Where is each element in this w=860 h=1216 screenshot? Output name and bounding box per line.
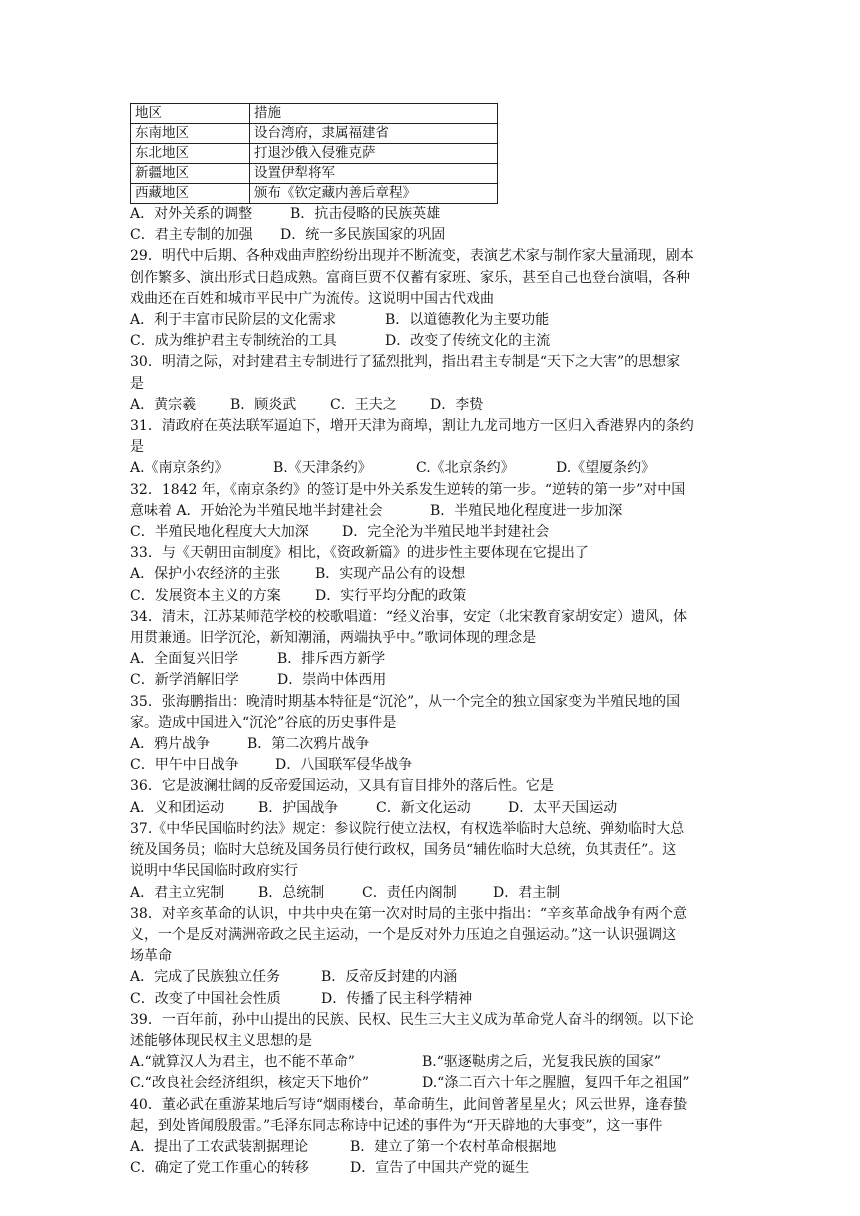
q34-options-row-2	[130, 670, 740, 691]
q39-options-row-1	[130, 1052, 740, 1073]
option: C.“改良社会经济组织，核定天下地价”	[130, 1075, 369, 1092]
option: B．顾炎武	[230, 396, 297, 413]
option: D．李贽	[430, 396, 484, 413]
option: D．完全沦为半殖民地半封建社会	[342, 524, 550, 541]
question-stem: 35．张海鹏指出：晚清时期基本特征是“沉沦”，从一个完全的独立国家变为半殖民地的国	[130, 693, 681, 710]
option: C．发展资本主义的方案	[130, 587, 281, 604]
option: B．建立了第一个农村革命根据地	[350, 1138, 557, 1155]
option: C．成为维护君主专制统治的工具	[130, 333, 337, 350]
option: C．改变了中国社会性质	[130, 990, 281, 1007]
table-header-row	[131, 104, 498, 124]
option: D．改变了传统文化的主流	[385, 333, 551, 350]
question-stem: 34．清末，江苏某师范学校的校歌唱道：“经义治事，安定（北宋教育家胡安定）遗风，体	[130, 608, 687, 625]
option: A．全面复兴旧学	[130, 651, 239, 668]
question-stem: 38．对辛亥革命的认识，中共中央在第一次对时局的主张中指出：“辛亥革命战争有两个意	[130, 905, 687, 922]
option: D.“涤二百六十年之腥膻，复四千年之祖国”	[422, 1075, 690, 1092]
exam-page	[130, 103, 740, 1179]
question-stem: 39．一百年前，孙中山提出的民族、民权、民生三大主义成为革命党人奋斗的纲领。以下论	[130, 1011, 694, 1028]
option: C.《北京条约》	[416, 460, 515, 477]
question-stem: 说明中华民国临时政府实行	[130, 863, 298, 880]
question-stem: 32．1842 年，《南京条约》的签订是中外关系发生逆转的第一步。“逆转的第一步”对中国	[130, 481, 686, 498]
option: D．实行平均分配的政策	[315, 587, 467, 604]
q39-options-row-2	[130, 1073, 740, 1094]
option: B.“驱逐鞑虏之后，光复我民族的国家”	[422, 1054, 662, 1071]
option: B．半殖民地化程度进一步加深	[430, 502, 623, 519]
table-row	[131, 184, 498, 204]
q33-options-row-2	[130, 586, 740, 607]
option: A．提出了工农武装割据理论	[130, 1138, 309, 1155]
option: A．鸦片战争	[130, 736, 211, 753]
question-stem: 创作繁多、演出形式日趋成熟。富商巨贾不仅蓄有家班、家乐，甚至自己也登台演唱，各种	[130, 269, 690, 286]
table-cell: 设置伊犁将军	[250, 164, 498, 184]
table-cell: 东北地区	[131, 144, 250, 164]
question-stem: 37.《中华民国临时约法》规定：参议院行使立法权，有权选举临时大总统、弹劾临时大总	[130, 820, 685, 837]
option: D．君主制	[493, 884, 561, 901]
question-stem: 意味着 A．开始沦为半殖民地半封建社会	[130, 502, 383, 519]
option: D．八国联军侵华战争	[275, 757, 413, 774]
table-row	[131, 124, 498, 144]
q37-options	[130, 883, 740, 904]
q29-options-row-2	[130, 331, 740, 352]
table-header-cell: 措施	[250, 104, 498, 124]
option: C．王夫之	[330, 396, 397, 413]
question-stem: 述能够体现民权主义思想的是	[130, 1032, 312, 1049]
option: B．排斥西方新学	[277, 651, 386, 668]
option: D．统一多民族国家的巩固	[280, 227, 446, 244]
q28-options-row-1	[130, 204, 740, 225]
option: A．义和团运动	[130, 799, 225, 816]
q33-options-row-1	[130, 564, 740, 585]
question-stem: 场革命	[130, 948, 172, 965]
question-stem: 用贯兼通。旧学沉沦，新知潮涌，两端执乎中。”歌词体现的理念是	[130, 630, 537, 647]
question-stem: 戏曲还在百姓和城市平民中广为流传。这说明中国古代戏曲	[130, 290, 494, 307]
option: A．黄宗羲	[130, 396, 197, 413]
q38-options-row-1	[130, 967, 740, 988]
option: D．崇尚中体西用	[277, 672, 387, 689]
table-cell: 设台湾府，隶属福建省	[250, 124, 498, 144]
option: D．宣告了中国共产党的诞生	[350, 1160, 530, 1177]
option: D.《望厦条约》	[556, 460, 656, 477]
table-cell: 东南地区	[131, 124, 250, 144]
option: C．责任内阁制	[362, 884, 457, 901]
option: D．太平天国运动	[508, 799, 618, 816]
q38-options-row-2	[130, 989, 740, 1010]
option: B．护国战争	[258, 799, 339, 816]
q36-options	[130, 798, 740, 819]
q40-options-row-2	[130, 1158, 740, 1179]
q35-options-row-2	[130, 755, 740, 776]
q28-options-row-2	[130, 225, 740, 246]
table-header-cell: 地区	[131, 104, 250, 124]
question-stem: 统及国务员；临时大总统及国务员行使行政权，国务员“辅佐临时大总统，负其责任”。这	[130, 842, 677, 859]
option: A.《南京条约》	[130, 460, 229, 477]
question-stem: 40．董必武在重游某地后写诗“烟雨楼台，革命萌生，此间曾著星星火；风云世界，逢春蛰	[130, 1096, 687, 1113]
option: B．第二次鸦片战争	[247, 736, 370, 753]
option: B.《天津条约》	[273, 460, 372, 477]
option: C．君主专制的加强	[130, 227, 253, 244]
option: A.“就算汉人为君主，也不能不革命”	[130, 1054, 355, 1071]
option: C．半殖民地化程度大大加深	[130, 524, 309, 541]
table-cell: 颁布《钦定藏内善后章程》	[250, 184, 498, 204]
question-stem: 义，一个是反对满洲帝政之民主运动，一个是反对外力压迫之自强运动。”这一认识强调这	[130, 926, 677, 943]
q30-options	[130, 395, 740, 416]
option: B．以道德教化为主要功能	[385, 312, 550, 329]
q35-options-row-1	[130, 734, 740, 755]
q34-options-row-1	[130, 649, 740, 670]
question-stem: 33．与《天朝田亩制度》相比，《资政新篇》的进步性主要体现在它提出了	[130, 545, 589, 562]
option: D．传播了民主科学精神	[321, 990, 473, 1007]
table-cell: 打退沙俄入侵雅克萨	[250, 144, 498, 164]
option: C．甲午中日战争	[130, 757, 239, 774]
option: C．新文化运动	[376, 799, 471, 816]
option: A．对外关系的调整	[130, 206, 253, 222]
table-row	[131, 164, 498, 184]
question-stem: 31．清政府在英法联军逼迫下，增开天津为商埠，割让九龙司地方一区归入香港界内的条约	[130, 418, 694, 435]
q40-options-row-1	[130, 1137, 740, 1158]
option: B．实现产品公有的设想	[315, 566, 466, 583]
question-stem: 是	[130, 375, 144, 392]
option: A．君主立宪制	[130, 884, 225, 901]
q32-options	[130, 522, 740, 543]
table-cell: 新疆地区	[131, 164, 250, 184]
option: C．确定了党工作重心的转移	[130, 1160, 309, 1177]
table-cell: 西藏地区	[131, 184, 250, 204]
option: B．抗击侵略的民族英雄	[290, 206, 441, 222]
q31-options	[130, 458, 740, 479]
measures-table	[130, 103, 498, 204]
option: B．总统制	[258, 884, 325, 901]
option: A．完成了民族独立任务	[130, 969, 281, 986]
option: A．保护小农经济的主张	[130, 566, 281, 583]
option: C．新学消解旧学	[130, 672, 239, 689]
question-stem: 家。造成中国进入“沉沦”谷底的历史事件是	[130, 714, 397, 731]
question-stem: 36．它是波澜壮阔的反帝爱国运动，又具有盲目排外的落后性。它是	[130, 778, 554, 795]
question-stem: 29．明代中后期、各种戏曲声腔纷纷出现并不断流变，表演艺术家与制作家大量涌现，剧本	[130, 248, 694, 265]
q29-options-row-1	[130, 310, 740, 331]
option: A．利于丰富市民阶层的文化需求	[130, 312, 337, 329]
q32-stem-with-options	[130, 501, 740, 522]
table-row	[131, 144, 498, 164]
option: B．反帝反封建的内涵	[321, 969, 458, 986]
question-stem: 起，到处皆闻殷殷雷。”毛泽东同志称诗中记述的事件为“开天辟地的大事变”，这一事件	[130, 1117, 663, 1134]
question-stem: 30．明清之际，对封建君主专制进行了猛烈批判，指出君主专制是“天下之大害”的思想家	[130, 354, 681, 371]
question-stem: 是	[130, 439, 144, 456]
